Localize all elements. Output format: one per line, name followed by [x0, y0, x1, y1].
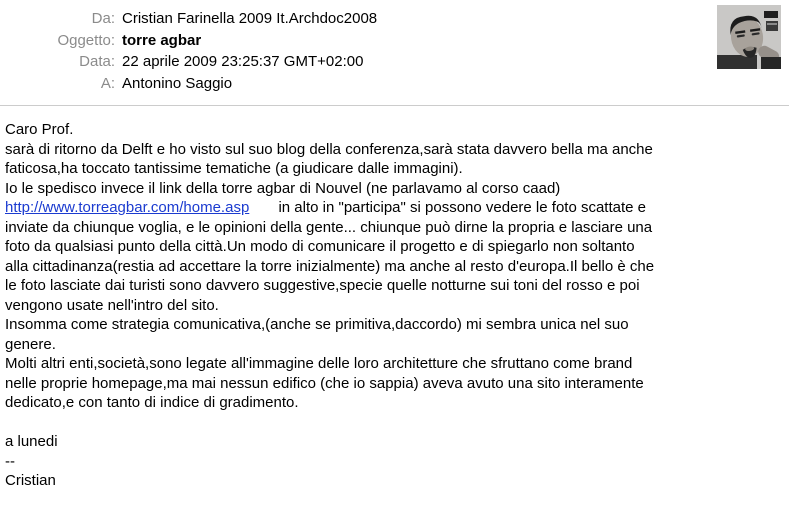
email-body	[0, 106, 789, 491]
torre-agbar-link[interactable]: http://www.torreagbar.com/home.asp	[5, 199, 250, 216]
header-value-oggetto: torre agbar	[122, 31, 202, 49]
header-field-da	[0, 8, 789, 30]
body-line	[5, 335, 785, 355]
header-label-data: Data:	[79, 53, 115, 70]
body-line	[5, 296, 785, 316]
header-field-a	[0, 73, 789, 95]
body-line	[5, 257, 785, 277]
header-value-a[interactable]: Antonino Saggio	[122, 74, 233, 92]
body-line	[5, 393, 785, 413]
body-text: sarà di ritorno da Delft e ho visto sul suo blog della conferenza,sarà stata davvero bella ma anche	[5, 140, 653, 158]
email-header	[0, 0, 789, 94]
header-field-oggetto	[0, 30, 789, 52]
header-field-data	[0, 51, 789, 73]
body-line	[5, 237, 785, 257]
body-text: dedicato,e con tanto di indice di gradimento.	[5, 394, 299, 411]
body-line	[5, 374, 785, 394]
body-text: genere.	[5, 335, 56, 353]
body-line	[5, 218, 785, 238]
header-label-a: A:	[100, 74, 115, 92]
body-line	[5, 432, 785, 452]
body-line	[5, 413, 785, 433]
body-text: Molti altri enti,società,sono legate all'immagine delle loro architetture che sfruttano come brand	[5, 355, 633, 372]
body-line	[5, 276, 785, 296]
header-value-da[interactable]: Cristian Farinella 2009 It.Archdoc2008	[122, 10, 378, 27]
body-line	[5, 354, 785, 374]
body-text: in alto in "participa" si possono vedere le foto scattate e	[249, 199, 646, 216]
body-line	[5, 452, 785, 472]
body-text: Cristian	[5, 472, 56, 489]
sender-photo-icon	[717, 5, 781, 69]
body-text: vengono usate nell'intro del sito.	[5, 296, 219, 314]
body-line	[5, 120, 785, 140]
body-line	[5, 179, 785, 199]
body-text: inviate da chiunque voglia, e le opinioni della gente... chiunque può dirne la propria e lasciare una	[5, 218, 653, 236]
body-text: Insomma come strategia comunicativa,(anche se primitiva,daccordo) mi sembra unica nel suo	[5, 316, 629, 333]
body-line	[5, 140, 785, 160]
header-value-data: 22 aprile 2009 23:25:37 GMT+02:00	[122, 53, 364, 70]
body-text: Caro Prof.	[5, 121, 74, 138]
body-text: le foto lasciate dai turisti sono davvero suggestive,specie quelle notturne sui toni del rosso e poi	[5, 277, 640, 294]
sender-avatar[interactable]	[717, 5, 781, 69]
header-label-oggetto: Oggetto:	[57, 31, 115, 49]
header-label-da: Da:	[91, 10, 115, 27]
header-fields	[0, 8, 789, 94]
body-text: Io le spedisco invece il link della torre agbar di Nouvel (ne parlavamo al corso caad)	[5, 179, 561, 197]
body-line	[5, 198, 785, 218]
body-line	[5, 315, 785, 335]
body-text: a lunedi	[5, 433, 58, 450]
body-text: nelle proprie homepage,ma mai nessun edifico (che io sappia) aveva avuto una sito interamente	[5, 374, 644, 392]
body-text: --	[5, 452, 15, 470]
body-text: alla cittadinanza(restia ad accettare la torre inizialmente) ma anche al resto d'europa.Il bello è che	[5, 257, 655, 275]
body-text: faticosa,ha toccato tantissime tematiche (a giudicare dalle immagini).	[5, 160, 463, 177]
body-line	[5, 159, 785, 179]
body-text: foto da qualsiasi punto della città.Un modo di comunicare il progetto e di spiegarlo non soltanto	[5, 238, 635, 255]
body-line	[5, 471, 785, 491]
